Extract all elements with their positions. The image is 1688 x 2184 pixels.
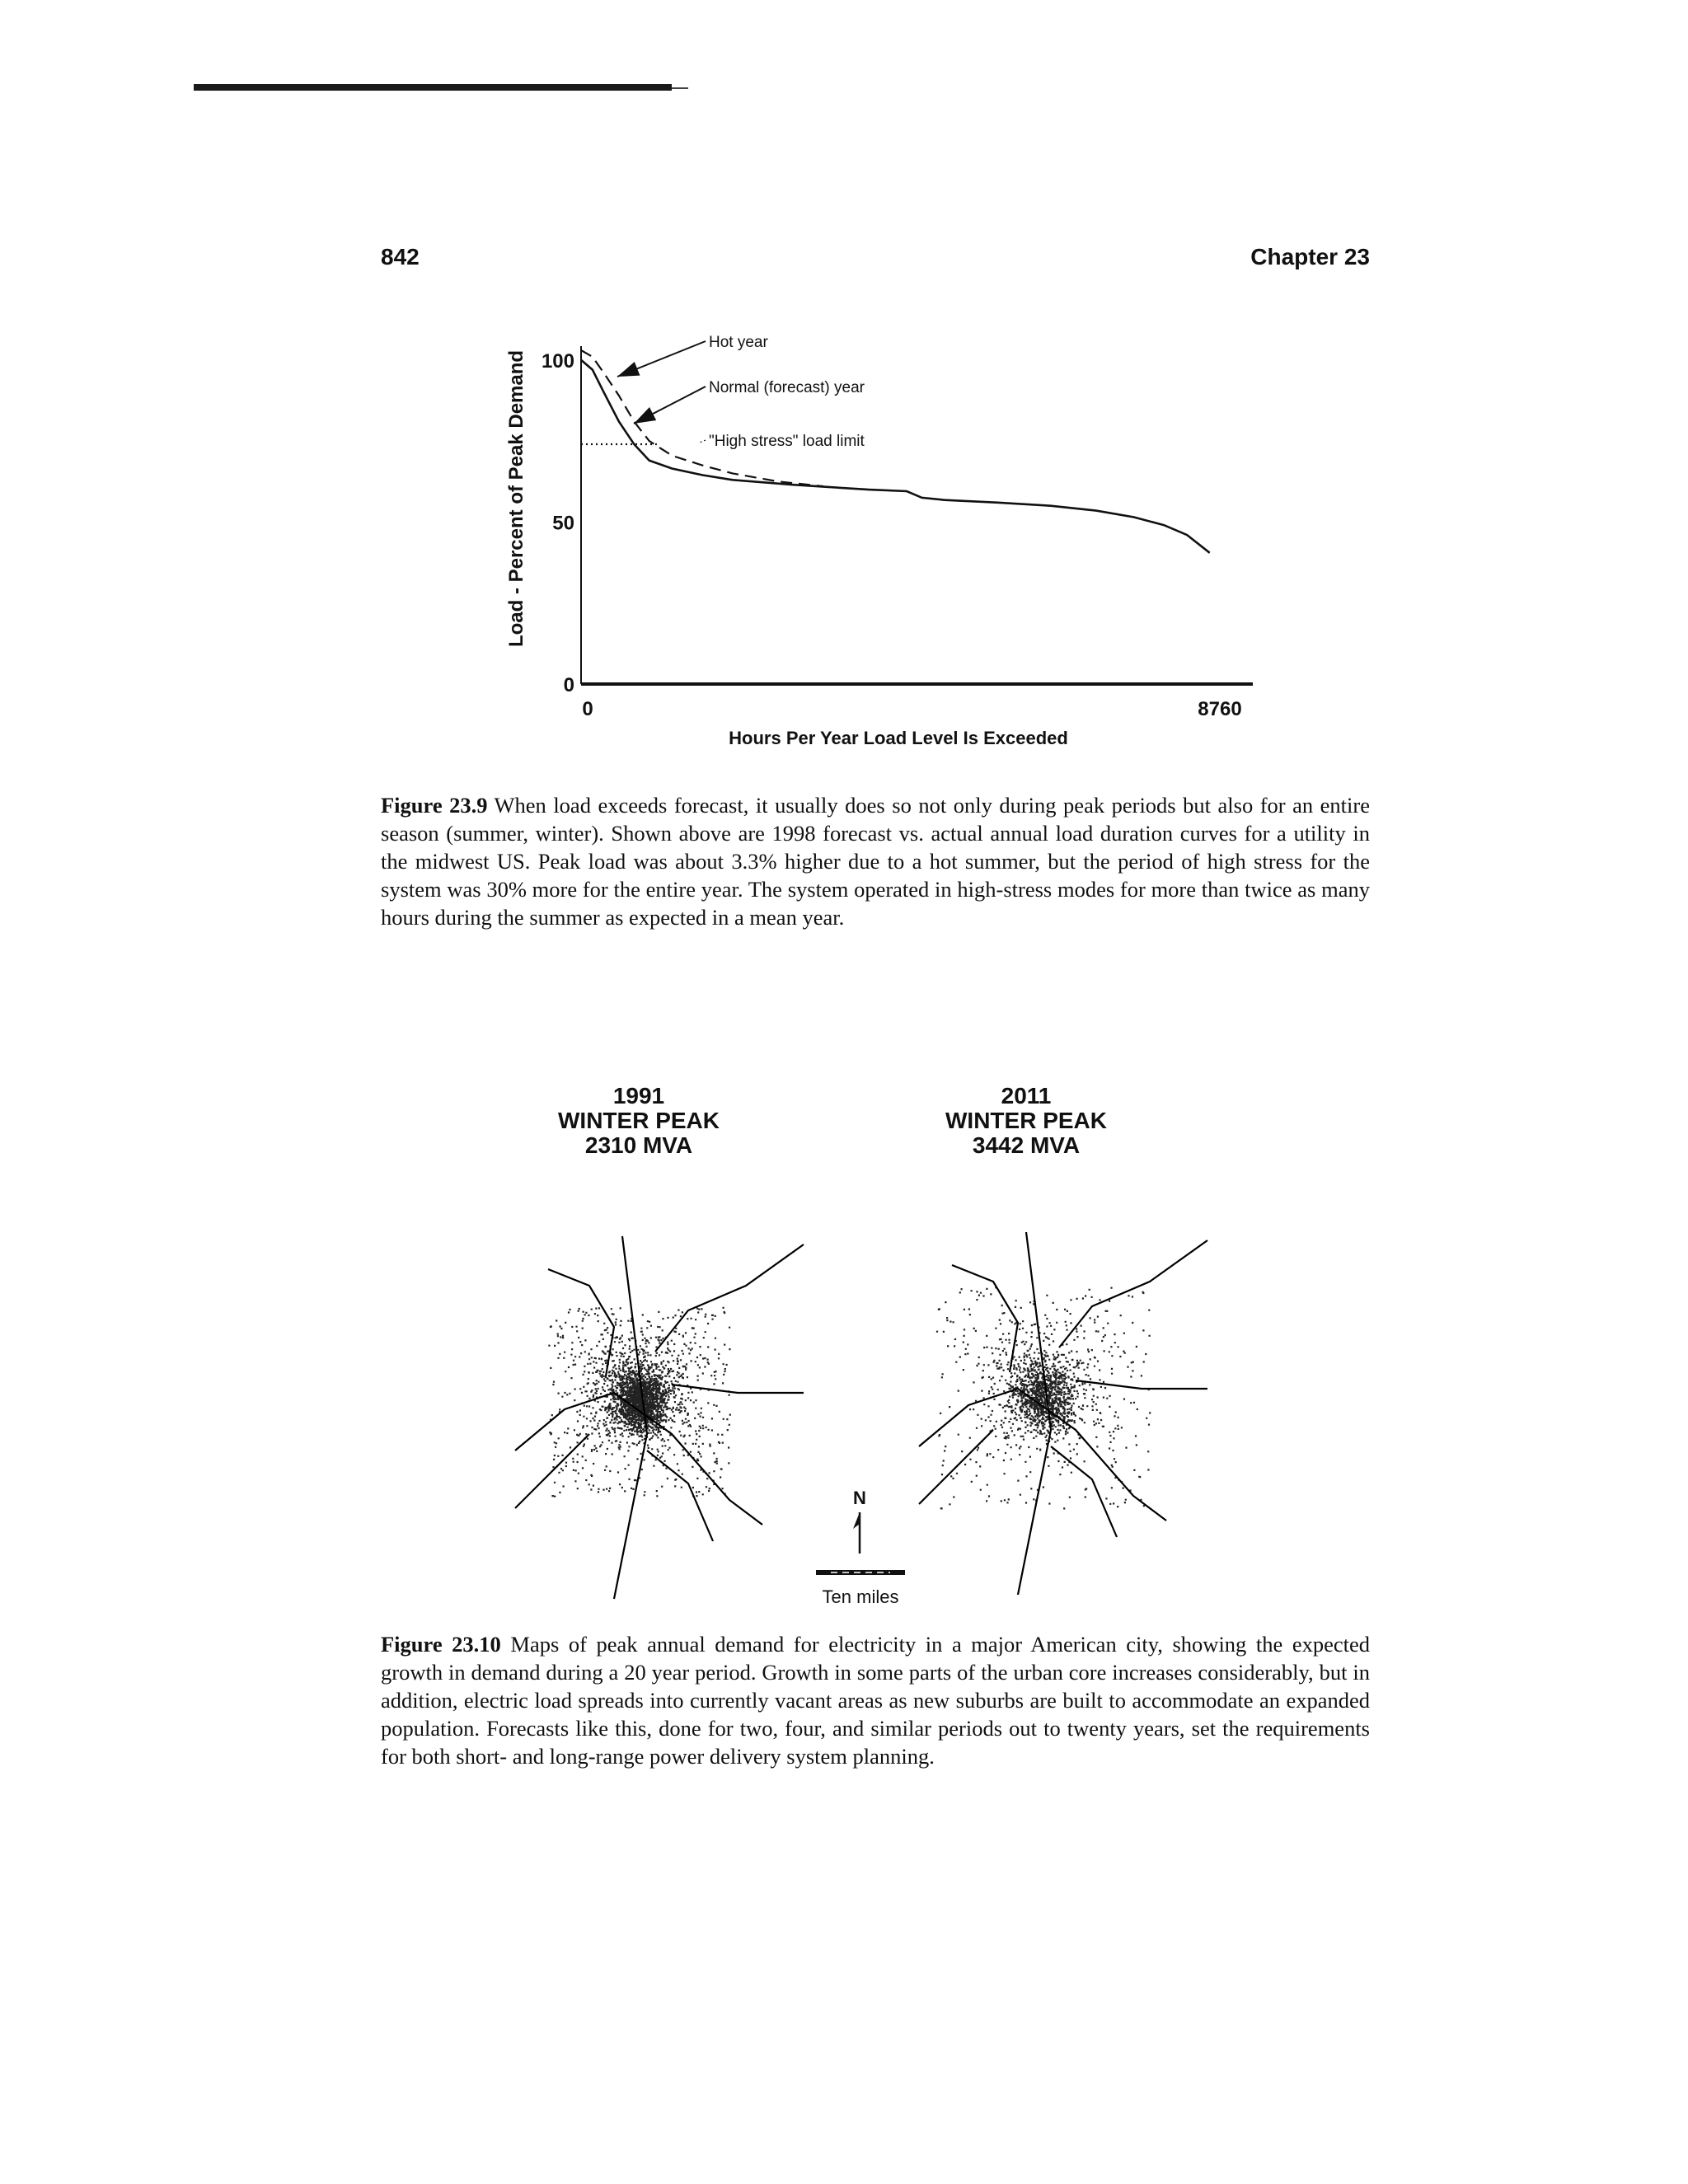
map-1991-label: WINTER PEAK	[558, 1108, 720, 1133]
north-arrow	[853, 1488, 866, 1554]
annotation-arrowhead	[617, 362, 640, 377]
map-1991-value: 2310 MVA	[584, 1132, 693, 1158]
annotation-label: Normal (forecast) year	[709, 379, 865, 396]
scale-bar-label: Ten miles	[822, 1586, 899, 1607]
map-2011-road	[1076, 1380, 1207, 1389]
map-1991-road	[515, 1434, 589, 1508]
x-tick-label: 0	[582, 698, 593, 720]
map-2011-year: 2011	[1001, 1083, 1052, 1108]
x-tick-label: 8760	[1198, 698, 1242, 720]
map-2011-label: WINTER PEAK	[945, 1108, 1107, 1133]
figure-23-10-text: Maps of peak annual demand for electricity in a major American city, showing the expected growth in demand during a 20 year period. Growth in some parts of the urban core increases considerably, but in addition, electric load spreads into currently vacant areas as new suburbs are built to accommodate an expanded population. Forecasts like this, done for two, four, and similar periods out to twenty years, set the requirements for both short- and long-range power delivery system planning.	[381, 1632, 1370, 1769]
map-2011-title	[903, 1084, 1150, 1158]
map-2011	[919, 1232, 1207, 1595]
y-tick-label: 100	[541, 349, 574, 373]
annotation-arrowhead	[634, 407, 656, 424]
map-1991-year: 1991	[612, 1083, 665, 1108]
plot-area	[542, 334, 1253, 720]
running-header	[381, 244, 1370, 277]
annotation-label: Hot year	[709, 334, 768, 351]
figure-23-9-label: Figure 23.9	[381, 793, 488, 818]
figure-23-9-text: When load exceeds forecast, it usually does so not only during peak periods but also for an entire season (summer, winter). Shown above are 1998 forecast vs. actual annual load duration curves for a utility in the midwest US. Peak load was about 3.3% higher due to a hot summer, but the period of high stress for the system was 30% more for the entire year. The system operated in high-stress modes for more than twice as many hours during the summer as expected in a mean year.	[381, 793, 1370, 930]
annotation-leader	[700, 440, 706, 443]
figure-23-10-caption	[381, 1630, 1370, 1770]
top-rule-tail	[672, 87, 688, 89]
map-2011-road	[1059, 1240, 1207, 1347]
y-axis-label: Load - Percent of Peak Demand	[505, 349, 528, 648]
map-2011-road	[919, 1430, 993, 1504]
top-rule	[194, 84, 672, 91]
map-2011-value: 3442 MVA	[972, 1132, 1081, 1158]
x-axis-label: Hours Per Year Load Level Is Exceeded	[729, 728, 1068, 748]
chapter-title: Chapter 23	[1250, 244, 1370, 269]
map-2011-road	[952, 1265, 1018, 1372]
y-tick-label: 50	[552, 512, 574, 535]
figure-23-10-label: Figure 23.10	[381, 1632, 501, 1657]
map-1991-road	[655, 1244, 804, 1352]
page-number: 842	[381, 244, 420, 269]
map-1991-title	[515, 1084, 762, 1158]
y-tick-label: 0	[563, 674, 574, 696]
annotation-label: "High stress" load limit	[709, 433, 865, 450]
map-2011-road	[1051, 1446, 1117, 1537]
map-2011-stipple	[936, 1286, 1151, 1509]
scale-bar	[816, 1570, 905, 1607]
demand-maps	[486, 1158, 1278, 1619]
north-arrow-label: N	[853, 1488, 866, 1508]
map-1991	[515, 1236, 804, 1599]
load-duration-chart	[486, 326, 1269, 754]
figure-23-9-caption	[381, 791, 1370, 931]
